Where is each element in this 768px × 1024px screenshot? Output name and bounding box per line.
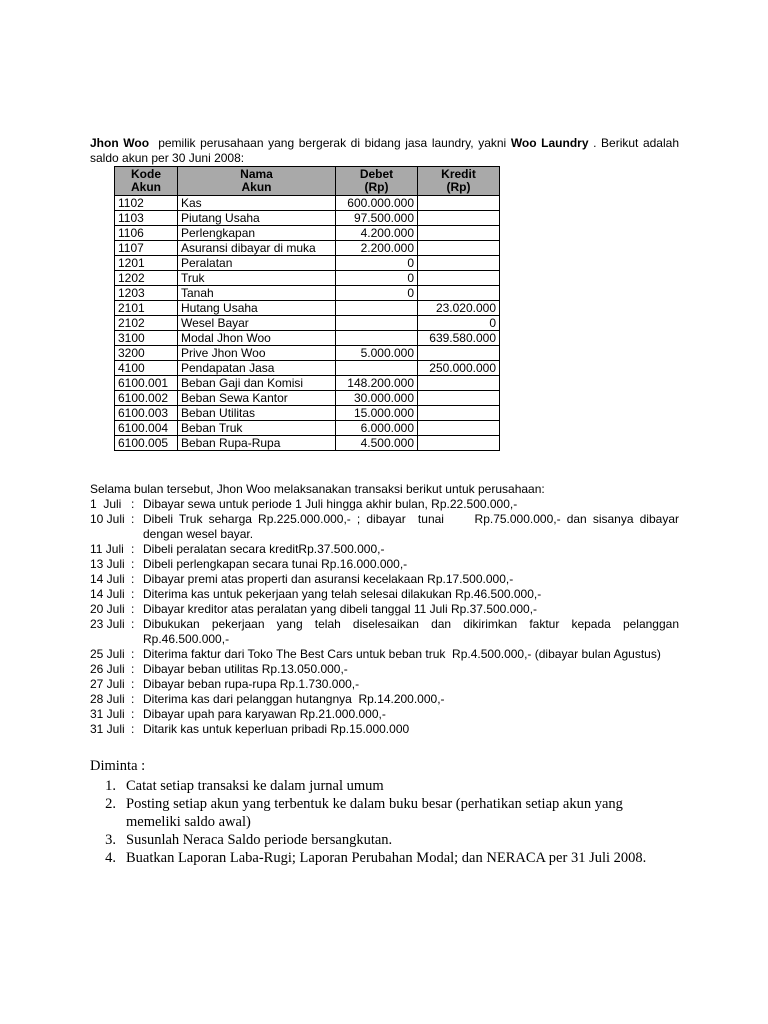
table-row bbox=[115, 331, 500, 346]
transaction-text: Dibeli perlengkapan secara tunai Rp.16.000.000,- bbox=[143, 557, 408, 571]
cell-kode: 2102 bbox=[115, 316, 178, 331]
document-page bbox=[90, 136, 683, 867]
transaction-date: 25 Juli bbox=[90, 647, 125, 661]
cell-nama: Piutang Usaha bbox=[178, 211, 336, 226]
requirement-number: 4. bbox=[105, 850, 116, 866]
transaction-text: Dibukukan pekerjaan yang telah diselesaikan dan dikirimkan faktur kepada pelanggan Rp.46.500.000,- bbox=[143, 617, 683, 646]
cell-nama: Peralatan bbox=[178, 256, 336, 271]
requirement-item bbox=[90, 849, 679, 867]
transaction-item bbox=[90, 707, 679, 722]
requirements-list bbox=[90, 777, 679, 867]
requirements-heading: Diminta : bbox=[90, 758, 146, 774]
transaction-text: Diterima faktur dari Toko The Best Cars untuk beban truk Rp.4.500.000,- (dibayar bulan Agustus) bbox=[143, 647, 661, 661]
transaction-item bbox=[90, 662, 679, 677]
transaction-date: 27 Juli bbox=[90, 677, 125, 691]
requirement-text: Susunlah Neraca Saldo periode bersangkutan. bbox=[126, 832, 393, 848]
transaction-date: 20 Juli bbox=[90, 602, 125, 616]
table-row bbox=[115, 361, 500, 376]
transaction-separator: : bbox=[131, 572, 135, 586]
table-row bbox=[115, 301, 500, 316]
table-row bbox=[115, 391, 500, 406]
cell-kode: 4100 bbox=[115, 361, 178, 376]
requirements-section bbox=[90, 757, 679, 867]
table-row bbox=[115, 316, 500, 331]
table-row bbox=[115, 256, 500, 271]
table-row bbox=[115, 376, 500, 391]
transaction-separator: : bbox=[131, 722, 135, 736]
transaction-text: Dibeli peralatan secara kreditRp.37.500.000,- bbox=[143, 542, 385, 556]
table-row bbox=[115, 406, 500, 421]
cell-debet: 4.500.000 bbox=[336, 436, 418, 451]
cell-debet: 148.200.000 bbox=[336, 376, 418, 391]
intro-text-1: pemilik perusahaan yang bergerak di bidang jasa laundry, yakni bbox=[149, 136, 511, 150]
cell-kode: 6100.005 bbox=[115, 436, 178, 451]
transaction-text: Dibayar upah para karyawan Rp.21.000.000,- bbox=[143, 707, 386, 721]
cell-kredit bbox=[418, 421, 500, 436]
cell-debet bbox=[336, 361, 418, 376]
requirement-number: 1. bbox=[105, 778, 116, 794]
requirement-number: 3. bbox=[105, 832, 116, 848]
cell-debet: 30.000.000 bbox=[336, 391, 418, 406]
cell-kode: 1106 bbox=[115, 226, 178, 241]
header-kode-akun: Kode Akun bbox=[115, 167, 178, 196]
cell-nama: Hutang Usaha bbox=[178, 301, 336, 316]
transaction-text: Diterima kas dari pelanggan hutangnya Rp.14.200.000,- bbox=[143, 692, 445, 706]
header-debet: Debet (Rp) bbox=[336, 167, 418, 196]
transaction-separator: : bbox=[131, 677, 135, 691]
cell-kredit bbox=[418, 241, 500, 256]
cell-debet: 2.200.000 bbox=[336, 241, 418, 256]
cell-nama: Beban Utilitas bbox=[178, 406, 336, 421]
table-row bbox=[115, 346, 500, 361]
cell-nama: Truk bbox=[178, 271, 336, 286]
transaction-separator: : bbox=[131, 557, 135, 571]
transaction-date: 11 Juli bbox=[90, 542, 124, 556]
cell-nama: Tanah bbox=[178, 286, 336, 301]
requirement-text: Posting setiap akun yang terbentuk ke dalam buku besar (perhatikan setiap akun yang memeliki saldo awal) bbox=[126, 796, 623, 830]
cell-debet: 4.200.000 bbox=[336, 226, 418, 241]
transaction-date: 10 Juli bbox=[90, 512, 125, 526]
transaction-item bbox=[90, 602, 679, 617]
transaction-separator: : bbox=[131, 647, 135, 661]
cell-kredit: 639.580.000 bbox=[418, 331, 500, 346]
transaction-text: Dibayar beban rupa-rupa Rp.1.730.000,- bbox=[143, 677, 360, 691]
cell-kredit bbox=[418, 256, 500, 271]
table-body bbox=[115, 196, 500, 451]
cell-kode: 6100.001 bbox=[115, 376, 178, 391]
cell-kode: 6100.003 bbox=[115, 406, 178, 421]
transaction-list bbox=[90, 497, 683, 737]
cell-kode: 6100.002 bbox=[115, 391, 178, 406]
table-row bbox=[115, 226, 500, 241]
cell-kredit bbox=[418, 376, 500, 391]
cell-kredit bbox=[418, 286, 500, 301]
transaction-text: Dibayar kreditor atas peralatan yang dibeli tanggal 11 Juli Rp.37.500.000,- bbox=[143, 602, 538, 616]
cell-kode: 1102 bbox=[115, 196, 178, 211]
transaction-item bbox=[90, 557, 679, 572]
table-row bbox=[115, 421, 500, 436]
requirement-item bbox=[90, 831, 679, 849]
transaction-separator: : bbox=[131, 692, 135, 706]
requirement-text: Catat setiap transaksi ke dalam jurnal umum bbox=[126, 778, 384, 794]
cell-kredit bbox=[418, 196, 500, 211]
cell-nama: Modal Jhon Woo bbox=[178, 331, 336, 346]
transaction-separator: : bbox=[131, 617, 135, 631]
table-row bbox=[115, 211, 500, 226]
cell-debet bbox=[336, 301, 418, 316]
transaction-separator: : bbox=[131, 587, 135, 601]
table-row bbox=[115, 286, 500, 301]
cell-kredit: 250.000.000 bbox=[418, 361, 500, 376]
header-kredit: Kredit (Rp) bbox=[418, 167, 500, 196]
cell-kode: 6100.004 bbox=[115, 421, 178, 436]
transaction-date: 1 Juli bbox=[90, 497, 122, 511]
table-row bbox=[115, 436, 500, 451]
cell-nama: Wesel Bayar bbox=[178, 316, 336, 331]
transaction-separator: : bbox=[131, 707, 135, 721]
cell-debet bbox=[336, 331, 418, 346]
transaction-date: 26 Juli bbox=[90, 662, 125, 676]
cell-nama: Kas bbox=[178, 196, 336, 211]
cell-nama: Prive Jhon Woo bbox=[178, 346, 336, 361]
transaction-text: Dibayar sewa untuk periode 1 Juli hingga akhir bulan, Rp.22.500.000,- bbox=[143, 497, 518, 511]
transaction-text: Dibayar beban utilitas Rp.13.050.000,- bbox=[143, 662, 348, 676]
transaction-separator: : bbox=[131, 542, 135, 556]
requirement-item bbox=[90, 777, 679, 795]
transaction-item bbox=[90, 692, 679, 707]
transaction-text: Ditarik kas untuk keperluan pribadi Rp.15.000.000 bbox=[143, 722, 410, 736]
transaction-separator: : bbox=[131, 602, 135, 616]
cell-kredit bbox=[418, 406, 500, 421]
cell-debet bbox=[336, 316, 418, 331]
cell-nama: Beban Truk bbox=[178, 421, 336, 436]
intro-paragraph bbox=[90, 136, 679, 166]
transaction-text: Dibeli Truk seharga Rp.225.000.000,- ; dibayar tunai Rp.75.000.000,- dan sisanya dibayar dengan wesel bayar. bbox=[143, 512, 683, 541]
transaction-separator: : bbox=[131, 512, 135, 526]
requirement-number: 2. bbox=[105, 796, 116, 812]
cell-debet: 5.000.000 bbox=[336, 346, 418, 361]
table-header-row bbox=[115, 167, 500, 196]
table-row bbox=[115, 271, 500, 286]
cell-kode: 3200 bbox=[115, 346, 178, 361]
transactions-intro: Selama bulan tersebut, Jhon Woo melaksanakan transaksi berikut untuk perusahaan: bbox=[90, 482, 545, 496]
owner-name: Jhon Woo bbox=[90, 136, 150, 150]
transaction-item bbox=[90, 542, 679, 557]
cell-kode: 1103 bbox=[115, 211, 178, 226]
company-name: Woo Laundry bbox=[510, 136, 589, 150]
account-balance-table bbox=[114, 166, 500, 451]
cell-debet: 600.000.000 bbox=[336, 196, 418, 211]
intro-text-2: . Berikut adalah saldo akun per 30 Juni 2008: bbox=[90, 136, 679, 165]
transaction-item bbox=[90, 647, 679, 662]
transaction-item bbox=[90, 572, 679, 587]
cell-nama: Asuransi dibayar di muka bbox=[178, 241, 336, 256]
cell-debet: 6.000.000 bbox=[336, 421, 418, 436]
cell-kredit: 0 bbox=[418, 316, 500, 331]
table-row bbox=[115, 196, 500, 211]
cell-nama: Beban Rupa-Rupa bbox=[178, 436, 336, 451]
table-row bbox=[115, 241, 500, 256]
transaction-date: 14 Juli bbox=[90, 587, 125, 601]
transaction-item bbox=[90, 617, 683, 647]
transaction-text: Dibayar premi atas properti dan asuransi kecelakaan Rp.17.500.000,- bbox=[143, 572, 514, 586]
cell-nama: Beban Sewa Kantor bbox=[178, 391, 336, 406]
transaction-item bbox=[90, 722, 679, 737]
requirement-item bbox=[90, 795, 679, 831]
header-nama-akun: Nama Akun bbox=[178, 167, 336, 196]
cell-kredit bbox=[418, 436, 500, 451]
cell-kredit bbox=[418, 226, 500, 241]
transaction-item bbox=[90, 497, 679, 512]
cell-nama: Perlengkapan bbox=[178, 226, 336, 241]
requirement-text: Buatkan Laporan Laba-Rugi; Laporan Perubahan Modal; dan NERACA per 31 Juli 2008. bbox=[126, 850, 647, 866]
transaction-item bbox=[90, 587, 679, 602]
cell-debet: 0 bbox=[336, 271, 418, 286]
cell-kredit bbox=[418, 346, 500, 361]
transaction-date: 28 Juli bbox=[90, 692, 125, 706]
cell-kode: 1107 bbox=[115, 241, 178, 256]
cell-debet: 97.500.000 bbox=[336, 211, 418, 226]
transaction-item bbox=[90, 512, 683, 542]
transaction-date: 31 Juli bbox=[90, 722, 125, 736]
cell-kredit bbox=[418, 391, 500, 406]
cell-nama: Beban Gaji dan Komisi bbox=[178, 376, 336, 391]
transaction-date: 13 Juli bbox=[90, 557, 125, 571]
cell-debet: 0 bbox=[336, 256, 418, 271]
cell-kode: 2101 bbox=[115, 301, 178, 316]
cell-nama: Pendapatan Jasa bbox=[178, 361, 336, 376]
transaction-date: 31 Juli bbox=[90, 707, 125, 721]
cell-kode: 1203 bbox=[115, 286, 178, 301]
transaction-text: Diterima kas untuk pekerjaan yang telah selesai dilakukan Rp.46.500.000,- bbox=[143, 587, 542, 601]
cell-debet: 15.000.000 bbox=[336, 406, 418, 421]
cell-kode: 3100 bbox=[115, 331, 178, 346]
cell-kredit: 23.020.000 bbox=[418, 301, 500, 316]
cell-kredit bbox=[418, 271, 500, 286]
cell-kredit bbox=[418, 211, 500, 226]
transaction-separator: : bbox=[131, 497, 135, 511]
cell-debet: 0 bbox=[336, 286, 418, 301]
transaction-date: 23 Juli bbox=[90, 617, 125, 631]
transaction-date: 14 Juli bbox=[90, 572, 125, 586]
cell-kode: 1201 bbox=[115, 256, 178, 271]
cell-kode: 1202 bbox=[115, 271, 178, 286]
transaction-item bbox=[90, 677, 679, 692]
transaction-separator: : bbox=[131, 662, 135, 676]
